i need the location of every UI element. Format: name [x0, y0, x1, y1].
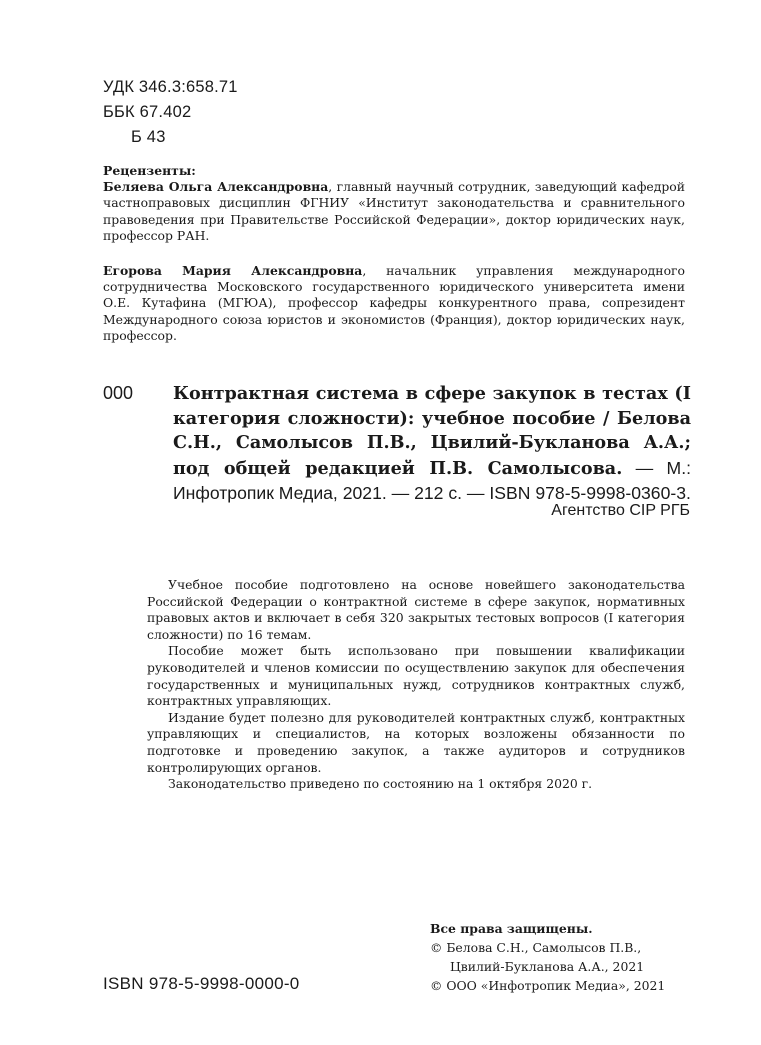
cip-agency: Агентство CIP РГБ — [551, 502, 690, 519]
copyright-publisher: © ООО «Инфотропик Медиа», 2021 — [430, 978, 666, 993]
annotation-paragraph-1: Учебное пособие подготовлено на основе новейшего законодательства Российской Федерации о контрактной системе в сфере закупок, нормативных правовых актов и включает в себя 320 закрытых тестовых вопросов (I категория сложности) по 16 темам. — [147, 577, 685, 642]
author-mark: Б 43 — [131, 128, 166, 146]
reviewer-2 — [103, 263, 685, 344]
reviewer-1 — [103, 179, 685, 244]
annotation — [147, 577, 685, 793]
rights-heading: Все права защищены. — [430, 921, 593, 936]
udk-code: УДК 346.3:658.71 — [103, 78, 238, 96]
reviewer-2-desc: , начальник управления международного сотрудничества Московского государственного юридического университета имени О.Е. Кутафина (МГЮА), профессор кафедры конкурентного права, сопрезидент Международного союза юристов и экономистов (Франция), доктор юридических наук, профессор. — [103, 263, 685, 343]
citation-number: 000 — [103, 383, 134, 403]
reviewer-1-desc: , главный научный сотрудник, заведующий кафедрой частноправовых дисциплин ФГНИУ «Институт законодательства и сравнительного правоведения при Правительстве Российской Федерации», доктор юридических наук, профессор РАН. — [103, 179, 686, 243]
isbn: ISBN 978-5-9998-0000-0 — [103, 974, 300, 993]
citation-entry — [173, 382, 691, 507]
rights-block — [430, 919, 665, 995]
reviewers-block — [103, 163, 685, 244]
annotation-paragraph-2: Пособие может быть использовано при повышении квалификации руководителей и членов комиссии по осуществлению закупок для обеспечения государственных и муниципальных нужд, сотрудников контрактных служб, контрактных управляющих. — [147, 643, 685, 709]
annotation-paragraph-3: Издание будет полезно для руководителей контрактных служб, контрактных управляющих и специалистов, на которых возложены обязанности по подготовке и проведению закупок, а также аудиторов и сотрудников контролирующих органов. — [147, 709, 685, 775]
reviewer-1-name: Беляева Ольга Александровна — [103, 179, 329, 195]
citation-publisher: — М.: Инфотропик Медиа, 2021. — 212 с. — ISBN 978-5-9998-0360-3. — [173, 457, 691, 504]
copyright-authors: © Белова С.Н., Самолысов П.В., — [430, 940, 642, 955]
citation-title: Контрактная система в сфере закупок в тестах (I категория сложности): учебное пособие / Белова С.Н., Самолысов П.В., Цвилий-Букланова А.А.; под общей редакцией П.В. Самолысова. — [173, 383, 691, 479]
annotation-paragraph-4: Законодательство приведено по состоянию на 1 октября 2020 г. — [168, 776, 593, 792]
copyright-authors-cont: Цвилий-Букланова А.А., 2021 — [450, 959, 645, 974]
reviewers-heading: Рецензенты: — [103, 163, 196, 178]
bbk-code: ББК 67.402 — [103, 103, 192, 121]
reviewer-2-name: Егорова Мария Александровна — [103, 263, 363, 278]
